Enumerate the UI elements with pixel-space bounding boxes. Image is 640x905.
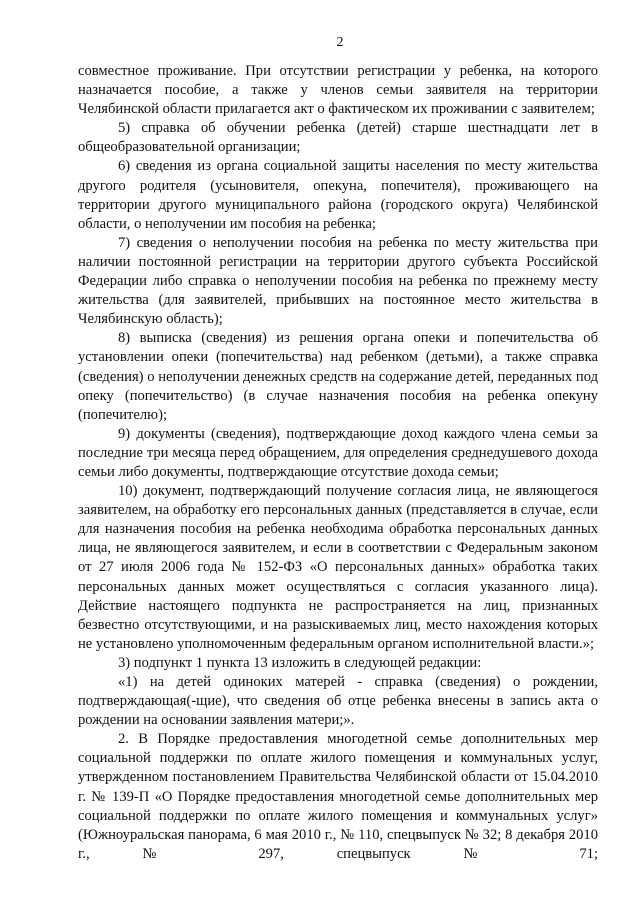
paragraph: 2. В Порядке предоставления многодетной семье дополнительных мер социальной поддержки по оплате жилого помещения и коммунальных услуг, утвержденном постановлением Правительства Челябинской области от 15.04.2010 г. № 139-П «О Порядке предоставления многодетной семье дополнительных мер социальной поддержки по оплате жилого помещения и коммунальных услуг» (Южноуральская панорама, 6 мая 2010 г., № 110, спецвыпуск № 32; 8 декабря 2010 г., № 297, спецвыпуск № 71; [78,731,598,862]
paragraph: 9) документы (сведения), подтверждающие доход каждого члена семьи за последние три месяца перед обращением, для определения среднедушевого дохода семьи либо документы, подтверждающие отсутствие дохода семьи; [78,425,598,480]
page-number: 2 [336,35,344,50]
paragraph: 6) сведения из органа социальной защиты населения по месту жительства другого родителя (усыновителя, опекуна, попечителя), проживающего на территории другого муниципального района (городского округа) Челябинской области, о неполучении им пособия на ребенка; [78,158,598,232]
paragraph: 5) справка об обучении ребенка (детей) старше шестнадцати лет в общеобразовательной организации; [78,120,598,156]
document-page [78,0,598,864]
paragraph: «1) на детей одиноких матерей - справка (сведения) о рождении, подтверждающая(-щие), что сведения об отце ребенка внесены в запись акта о рождении на основании заявления матери;». [78,674,598,729]
paragraph: 3) подпункт 1 пункта 13 изложить в следующей редакции: [118,654,482,671]
paragraph: совместное проживание. При отсутствии регистрации у ребенка, на которого назначается пособие, а также у членов семьи заявителя на территории Челябинской области прилагается акт о фактическом их проживании с заявителем; [78,63,598,118]
paragraph: 7) сведения о неполучении пособия на ребенка по месту жительства при наличии постоянной регистрации на территории другого субъекта Российской Федерации либо справка о неполучении пособия на ребенка по прежнему месту жительства (для заявителей, прибывших на постоянное место жительства в Челябинскую область); [78,234,598,328]
paragraph: 10) документ, подтверждающий получение согласия лица, не являющегося заявителем, на обработку его персональных данных (представляется в случае, если для назначения пособия на ребенка необходима обработка персональных данных лица, не являющегося заявителем, и если в соответствии с Федеральным законом от 27 июля 2006 года № 152-ФЗ «О персональных данных» обработка таких персональных данных может осуществляться с согласия указанного лица). Действие настоящего подпункта не распространяется на лиц, признанных безвестно отсутствующими, и на разыскиваемых лиц, место нахождения которых не установлено уполномоченным федеральным органом исполнительной власти.»; [78,483,598,652]
document-body [78,62,598,864]
paragraph: 8) выписка (сведения) из решения органа опеки и попечительства об установлении опеки (попечительства) над ребенком (детьми), а также справка (сведения) о неполучении денежных средств на содержание детей, переданных под опеку (попечительство) (в случае назначения пособия на ребенка опекуну (попечителю); [78,330,598,423]
